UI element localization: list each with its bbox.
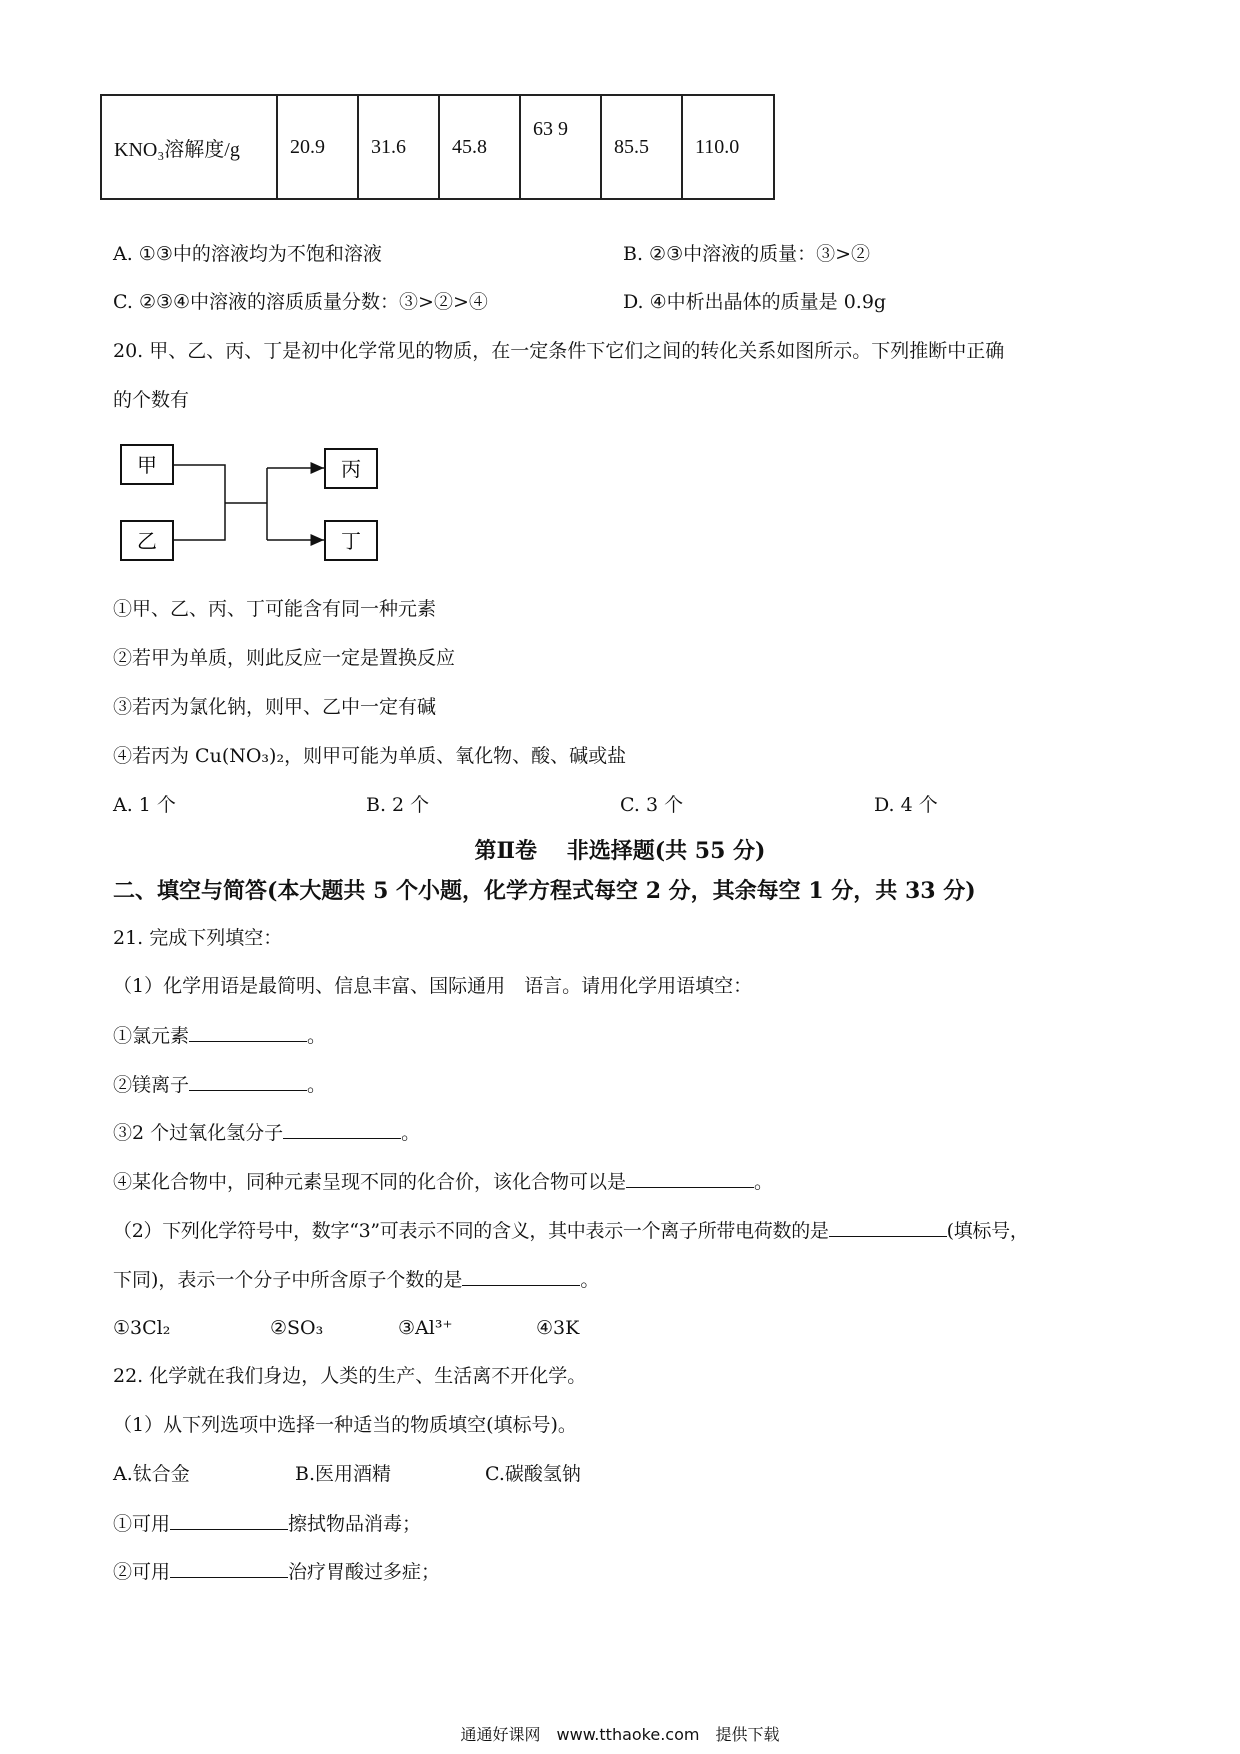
label-b: 乙 (137, 529, 157, 553)
q21-symbol-2: ②SO₃ (270, 1317, 324, 1339)
q21-item-3: ③2 个过氧化氢分子 。 (113, 1122, 421, 1144)
table-cell: 110.0 (682, 95, 774, 199)
answer-blank[interactable] (170, 1559, 288, 1578)
q21-part2-line1: （2）下列化学符号中，数字“3”可表示不同的含义，其中表示一个离子所带电荷数的是 (填标号， (113, 1220, 1029, 1242)
q19-option-d: D. ④中析出晶体的质量是 0.9g (623, 291, 887, 313)
q21-item-4: ④某化合物中，同种元素呈现不同的化合价，该化合物可以是 。 (113, 1171, 774, 1193)
table-cell: 20.9 (277, 95, 358, 199)
table-header-cell: KNO₃溶解度/g (101, 95, 277, 199)
answer-blank[interactable] (283, 1120, 401, 1139)
page-footer: 通通好课网 www.tthaoke.com 提供下载 (460, 1725, 780, 1744)
q20-statement-3: ③若丙为氯化钠，则甲、乙中一定有碱 (113, 696, 437, 718)
q21-part1: （1）化学用语是最简明、信息丰富、国际通用 语言。请用化学用语填空： (113, 975, 753, 997)
answer-blank[interactable] (189, 1072, 307, 1091)
q20-stem-line2: 的个数有 (113, 389, 190, 411)
answer-blank[interactable] (462, 1267, 580, 1286)
table-row (101, 95, 774, 199)
q20-stem-line1: 20. 甲、乙、丙、丁是初中化学常见的物质，在一定条件下它们之间的转化关系如图所示。下列推断中正确 (113, 340, 1005, 362)
q20-option-b: B. 2 个 (366, 794, 430, 816)
solubility-table (100, 94, 775, 200)
q22-item-1: ①可用 擦拭物品消毒； (113, 1513, 422, 1535)
q20-option-d: D. 4 个 (874, 794, 938, 816)
q21-part2-line2: 下同)，表示一个分子中所含原子个数的是 。 (113, 1269, 600, 1291)
table-cell: 85.5 (601, 95, 682, 199)
q22-stem: 22. 化学就在我们身边，人类的生产、生活离不开化学。 (113, 1365, 587, 1387)
table-cell: 31.6 (358, 95, 439, 199)
q19-option-c: C. ②③④中溶液的溶质质量分数：③>②>④ (113, 291, 488, 313)
q21-symbol-1: ①3Cl₂ (113, 1317, 171, 1339)
label-a: 甲 (137, 453, 157, 477)
table-cell: 45.8 (439, 95, 520, 199)
answer-blank[interactable] (829, 1218, 947, 1237)
q19-option-b: B. ②③中溶液的质量：③>② (623, 243, 871, 265)
q19-option-a: A. ①③中的溶液均为不饱和溶液 (113, 243, 382, 265)
q21-symbol-3: ③Al³⁺ (398, 1317, 453, 1339)
q20-statement-1: ①甲、乙、丙、丁可能含有同一种元素 (113, 598, 437, 620)
q20-option-a: A. 1 个 (113, 794, 176, 816)
q22-choice-b: B.医用酒精 (295, 1463, 392, 1485)
q21-item-1: ①氯元素 。 (113, 1025, 327, 1047)
q22-choice-a: A.钛合金 (113, 1463, 190, 1485)
connector-left (173, 465, 225, 540)
answer-blank[interactable] (170, 1511, 288, 1530)
q20-statement-4: ④若丙为 Cu(NO₃)₂，则甲可能为单质、氧化物、酸、碱或盐 (113, 745, 627, 767)
label-d: 丁 (341, 529, 361, 553)
section-title: 第Ⅱ卷 非选择题(共 55 分) (474, 838, 766, 864)
q21-symbol-4: ④3K (536, 1317, 580, 1339)
q21-item-2: ②镁离子 。 (113, 1074, 327, 1096)
q20-option-c: C. 3 个 (620, 794, 684, 816)
table-cell: 63 9 (520, 95, 601, 199)
q22-part1: （1）从下列选项中选择一种适当的物质填空(填标号)。 (113, 1414, 577, 1436)
answer-blank[interactable] (626, 1169, 754, 1188)
q20-statement-2: ②若甲为单质，则此反应一定是置换反应 (113, 647, 456, 669)
q22-item-2: ②可用 治疗胃酸过多症； (113, 1561, 441, 1583)
q21-stem: 21. 完成下列填空： (113, 927, 283, 949)
section-subtitle: 二、填空与简答(本大题共 5 个小题，化学方程式每空 2 分，其余每空 1 分，共 33 分) (113, 878, 976, 904)
label-c: 丙 (341, 457, 361, 481)
conversion-diagram (100, 435, 400, 575)
q22-choice-c: C.碳酸氢钠 (485, 1463, 581, 1485)
answer-blank[interactable] (189, 1023, 307, 1042)
